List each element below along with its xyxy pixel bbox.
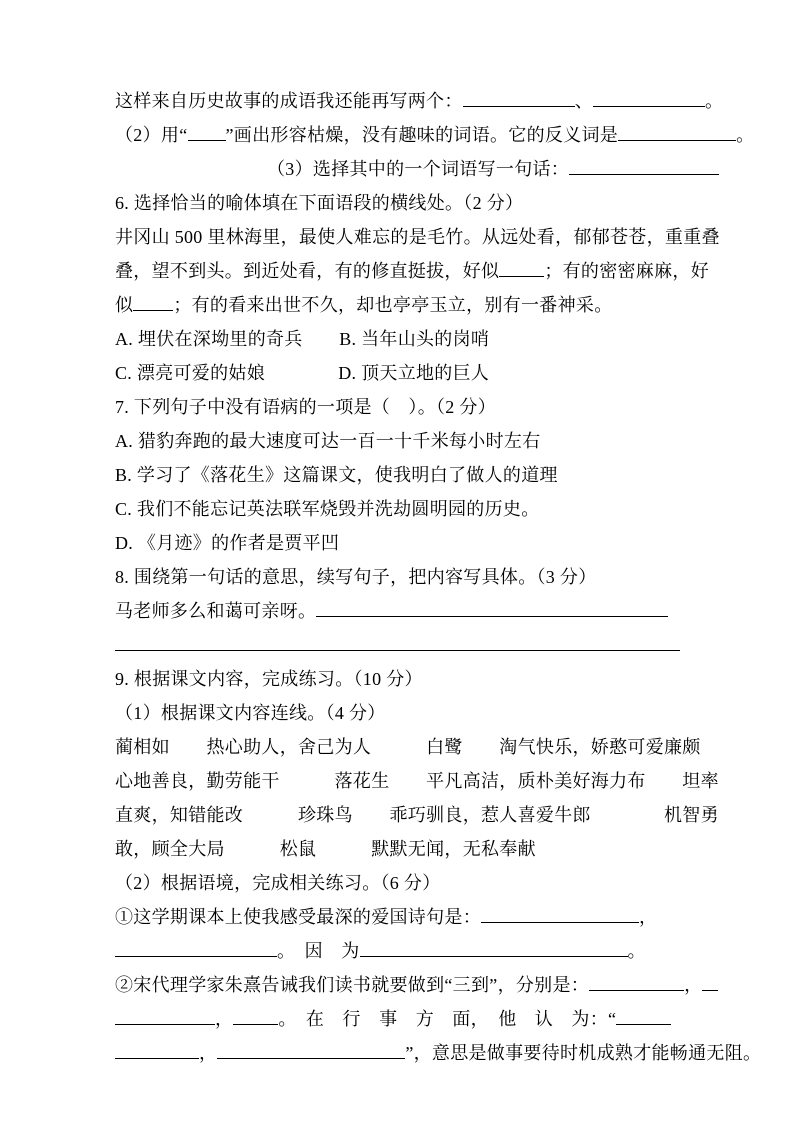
- q6-options-cd: [115, 356, 686, 390]
- text-segment: C. 漂亮可爱的姑娘 D. 顶天立地的巨人: [115, 363, 490, 383]
- text-segment: A. 埋伏在深坳里的奇兵 B. 当年山头的岗哨: [115, 329, 490, 349]
- text-segment: C. 我们不能忘记英法联军烧毁并洗劫圆明园的历史。: [115, 499, 540, 519]
- q8-answer-line: [115, 628, 686, 662]
- text-segment: 。: [705, 91, 724, 111]
- answer-blank: [616, 1007, 671, 1025]
- text-segment: （3）选择其中的一个词语写一句话：: [267, 159, 570, 179]
- text-segment: （1）根据课文内容连线。（4 分）: [115, 703, 386, 723]
- text-segment: ”，意思是做事要待时机成熟才能畅通无阻。: [405, 1043, 762, 1063]
- text-segment: 井冈山 500 里林海里，最使人难忘的是毛竹。从远处看，郁郁苍苍，重重叠: [115, 227, 720, 247]
- text-segment: 直爽，知错能改 珍珠鸟 乖巧驯良，惹人喜爱牛郎 机智勇: [115, 805, 719, 825]
- answer-blank: [463, 89, 575, 107]
- text-segment: 8. 围绕第一句话的意思，续写句子，把内容写具体。（3 分）: [115, 567, 597, 587]
- q9-title: [115, 662, 686, 696]
- q9-2-item2-line1: [115, 968, 703, 1002]
- q7-option-d: [115, 526, 686, 560]
- text-segment: B. 学习了《落花生》这篇课文，使我明白了做人的道理: [115, 465, 558, 485]
- text-segment: 似: [115, 295, 134, 315]
- q7-option-a: [115, 424, 686, 458]
- q9-2-item1-line1: [115, 900, 686, 934]
- answer-blank: [702, 973, 718, 991]
- document-lines: [115, 84, 762, 1070]
- answer-blank: [618, 123, 736, 141]
- text-segment: 9. 根据课文内容，完成练习。（10 分）: [115, 669, 423, 689]
- q6-title: [115, 186, 686, 220]
- text-segment: 敢，顾全大局 松鼠 默默无闻，无私奉献: [115, 839, 536, 859]
- q6-options-ab: [115, 322, 686, 356]
- answer-blank: [115, 1007, 215, 1025]
- q7-title: [115, 390, 686, 424]
- text-segment: ”画出形容枯燥，没有趣味的词语。它的反义词是: [225, 125, 619, 145]
- text-segment: （2）根据语境，完成相关练习。（6 分）: [115, 873, 441, 893]
- text-segment: 蔺相如 热心助人，舍己为人 白鹭 淘气快乐，娇憨可爱廉颇: [115, 737, 701, 757]
- q8-title: [115, 560, 686, 594]
- answer-blank: [481, 905, 639, 923]
- text-segment: 6. 选择恰当的喻体填在下面语段的横线处。（2 分）: [115, 193, 524, 213]
- text-segment: ，: [639, 907, 658, 927]
- text-segment: ；有的密密麻麻，好: [544, 261, 710, 281]
- text-segment: 、: [574, 91, 594, 111]
- answer-blank: [499, 259, 544, 277]
- answer-blank: [115, 939, 277, 957]
- text-segment: 。: [627, 941, 646, 961]
- text-segment: 叠，望不到头。到近处看，有的修直挺拔，好似: [115, 261, 500, 281]
- q9-match-line1: [115, 730, 701, 764]
- q7-option-c: [115, 492, 686, 526]
- q8-prompt: [115, 594, 686, 628]
- answer-blank: [233, 1007, 278, 1025]
- answer-blank: [217, 1041, 405, 1059]
- q5-part3: [115, 152, 686, 186]
- answer-blank: [316, 599, 668, 617]
- q5-part2: [115, 118, 755, 152]
- q9-part2-title: [115, 866, 686, 900]
- text-segment: ①这学期课本上使我感受最深的爱国诗句是：: [115, 907, 481, 927]
- q6-passage-line3: [115, 288, 686, 322]
- text-segment: 。: [736, 125, 755, 145]
- q9-2-item1-line2: [115, 934, 686, 968]
- answer-blank: [360, 939, 628, 957]
- answer-blank: [569, 157, 719, 175]
- text-segment: D. 《月迹》的作者是贾平凹: [115, 533, 340, 553]
- q6-passage-line2: [115, 254, 710, 288]
- q9-match-line2: [115, 764, 719, 798]
- text-segment: 。 在 行 事 方 面， 他 认 为：“: [278, 1009, 617, 1029]
- answer-blank: [589, 973, 684, 991]
- text-segment: 心地善良，勤劳能干 落花生 平凡高洁，质朴美好海力布 坦率: [115, 771, 719, 791]
- q9-2-item2-line2: [115, 1002, 686, 1036]
- text-segment: 7. 下列句子中没有语病的一项是（ ）。（2 分）: [115, 397, 496, 417]
- answer-blank: [115, 633, 680, 651]
- text-segment: ，: [199, 1043, 218, 1063]
- answer-blank: [188, 123, 226, 141]
- q9-part1-title: [115, 696, 686, 730]
- q5-idiom-continuation: [115, 84, 724, 118]
- q9-match-line4: [115, 832, 686, 866]
- answer-blank: [115, 1041, 199, 1059]
- text-segment: A. 猎豹奔跑的最大速度可达一百一十千米每小时左右: [115, 431, 541, 451]
- text-segment: （2）用“: [115, 125, 188, 145]
- text-segment: 马老师多么和蔼可亲呀。: [115, 601, 317, 621]
- text-segment: ，: [684, 975, 703, 995]
- q9-2-item2-line3: [115, 1036, 762, 1070]
- answer-blank: [593, 89, 705, 107]
- text-segment: 。 因 为: [277, 941, 360, 961]
- text-segment: 这样来自历史故事的成语我还能再写两个：: [115, 91, 463, 111]
- text-segment: ；有的看来出世不久，却也亭亭玉立，别有一番神采。: [173, 295, 613, 315]
- q9-match-line3: [115, 798, 719, 832]
- text-segment: ，: [215, 1009, 234, 1029]
- text-segment: ②宋代理学家朱熹告诫我们读书就要做到“三到”，分别是：: [115, 975, 590, 995]
- answer-blank: [133, 293, 173, 311]
- q6-passage-line1: [115, 220, 720, 254]
- q7-option-b: [115, 458, 686, 492]
